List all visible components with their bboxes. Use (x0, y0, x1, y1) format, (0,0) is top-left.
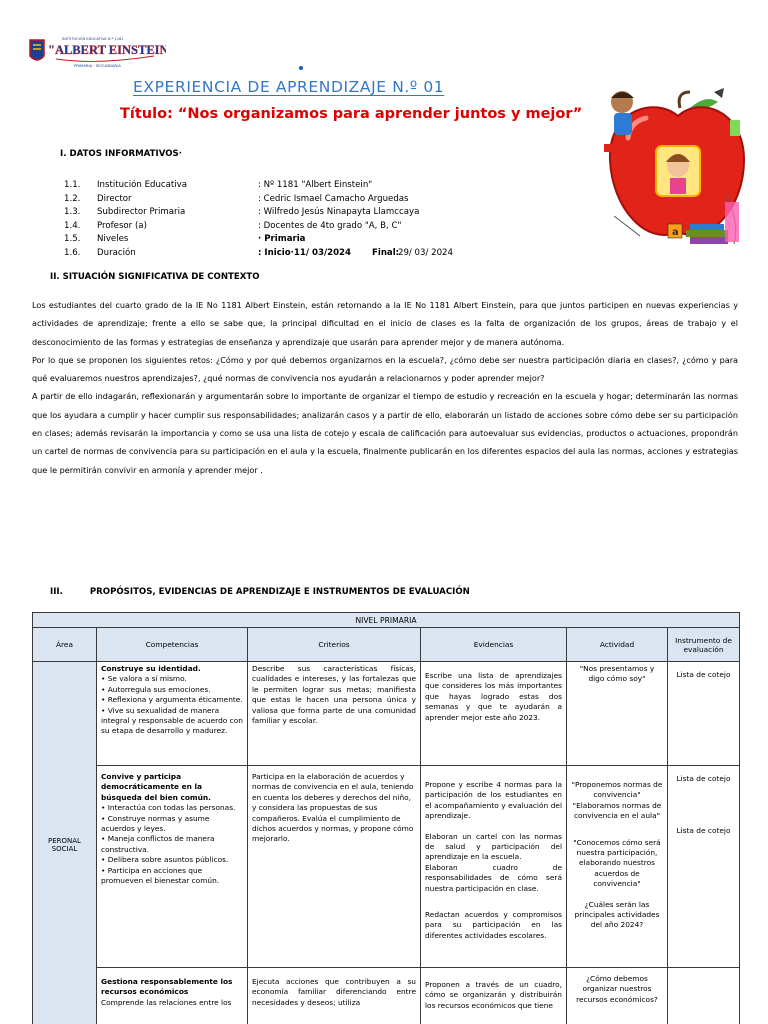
actividad-cell: "Nos presentamos y digo cómo soy" (567, 662, 668, 766)
section-2-heading: II. SITUACIÓN SIGNIFICATIVA DE CONTEXTO (50, 272, 260, 282)
logo-subtext: INSTITUCIÓN EDUCATIVA N.º 1181 (62, 37, 124, 41)
clipart-letter: a (672, 227, 679, 238)
apple-children-clipart (594, 86, 760, 256)
col-header-area: Área (33, 628, 97, 662)
section-1-heading: I. DATOS INFORMATIVOS· (60, 149, 182, 159)
duration-final-label: Final: (372, 247, 400, 258)
info-row: 1.6. Duración : Inicio·11/ 03/2024 Final: 29/ 03/ 2024 (64, 247, 453, 258)
level-header: NIVEL PRIMARIA (33, 613, 740, 628)
info-row: 1.4. Profesor (a) : Docentes de 4to grado "A, B, C" (64, 220, 402, 231)
instrumento-cell: Lista de cotejo Lista de cotejo (668, 766, 740, 968)
context-paragraph: Por lo que se proponen los siguientes retos: ¿Cómo y por qué debemos organizarnos en la escuela?, ¿cómo debe ser nuestra participación diaria en clases?, ¿cómo y para qué evaluaremos nuestros aprendizajes?, ¿qué normas de convivencia nos ayudarán a relacionarnos y poder aprender mejor? (32, 354, 738, 384)
evidencia-cell: Escribe una lista de aprendizajes que consideres los más importantes que hayas logrado estas dos semanas y que te ayudarán a aprender mejor este año 2023. (421, 662, 567, 766)
col-header-competencias: Competencias (97, 628, 248, 662)
context-paragraph: A partir de ello indagarán, reflexionarán y argumentarán sobre lo importante de organizar el tiempo de estudio y recreación en la escuela y hogar; determinarán las normas que los ayudara a cumplir y hacer cumplir sus responsabilidades; analizarán casos y a partir de ello, elaborarán un listado de acciones sobre cómo debe ser su participación en clases; además revisarán la importancia y como se usa una lista de cotejo y escala de calificación para autoevaluar sus evidencias, productos o actuaciones, propondrán un cartel de normas de convivencia para su participación en el aula y la escuela, finalmente publicarán en los diferentes espacios del aula las normas, acciones y estrategias que le permitirán convivir en armonía y aprender mejor . (32, 391, 738, 475)
school-logo (26, 34, 166, 70)
competencia-cell: Convive y participa democráticamente en la búsqueda del bien común. • Interactúa con todas las personas. • Construye normas y asume acuerdos y leyes. • Maneja conflictos de manera constructiva. • Delibera sobre asuntos públicos. • Participa en acciones que promueven el bienestar común. (97, 766, 248, 968)
logo-school-name: "ALBERT EINSTEIN" (48, 43, 166, 57)
document-title: Título: “Nos organizamos para aprender juntos y mejor” (120, 106, 583, 122)
section-3-number: III. (50, 587, 63, 597)
decorative-dot (299, 66, 303, 70)
context-situation (32, 296, 738, 479)
col-header-actividad: Actividad (567, 628, 668, 662)
info-row: 1.5. Niveles · Primaria (64, 234, 306, 244)
evidencia-cell: Propone y escribe 4 normas para la participación de los estudiantes en el acompañamiento y evaluación del aprendizaje. Elaboran un cartel con las normas de salud y participación del aprendizaje en la escuela. Elaboran cuadro de responsabilidades de cómo será nuestra participación en clase. Redactan acuerdos y compromisos para su participación en las diferentes actividades escolares. (421, 766, 567, 968)
col-header-evidencias: Evidencias (421, 628, 567, 662)
section-3-title: PROPÓSITOS, EVIDENCIAS DE APRENDIZAJE E INSTRUMENTOS DE EVALUACIÓN (89, 587, 470, 597)
table-row (33, 662, 740, 766)
area-cell: PERONAL SOCIAL (33, 662, 97, 1024)
informative-data (62, 180, 482, 261)
duration-final-value: 29/ 03/ 2024 (398, 247, 453, 258)
instrumento-cell: Lista de cotejo (668, 662, 740, 766)
instrumento-cell (668, 968, 740, 1024)
col-header-instrumento: Instrumento de evaluación (668, 628, 740, 662)
actividad-cell: ¿Cómo debemos organizar nuestros recursos económicos? (567, 968, 668, 1024)
criterio-cell: Describe sus características físicas, cualidades e intereses, y las fortalezas que le permiten lograr sus metas; manifiesta que estas le hacen una persona única y valiosa que forma parte de una comunidad familiar y escolar. (248, 662, 421, 766)
competencia-cell: Gestiona responsablemente los recursos económicos Comprende las relaciones entre los (97, 968, 248, 1024)
criterio-cell: Participa en la elaboración de acuerdos y normas de convivencia en el aula, teniendo en cuenta los deberes y derechos del niño, y considera las propuestas de sus compañeros. Evalúa el cumplimiento de dichos acuerdos y normas, y propone cómo mejorarlo. (248, 766, 421, 968)
competencia-cell: Construye su identidad. • Se valora a sí mismo. • Autorregula sus emociones. • Reflexiona y argumenta éticamente. • Vive su sexualidad de manera integral y responsable de acuerdo con su etapa de desarrollo y madurez. (97, 662, 248, 766)
info-row: 1.3. Subdirector Primaria : Wilfredo Jesús Ninapayta Llamccaya (64, 207, 420, 217)
table-row (33, 968, 740, 1024)
purposes-table (32, 612, 740, 1024)
section-3-heading (50, 587, 470, 597)
info-row: 1.1. Institución Educativa : Nº 1181 "Albert Einstein" (64, 180, 373, 190)
logo-motto: PRIMARIA · SECUNDARIA (74, 63, 121, 68)
evidencia-cell: Proponen a través de un cuadro, cómo se organizarán y distribuirán los recursos económicos que tiene (421, 968, 567, 1024)
experience-heading: EXPERIENCIA DE APRENDIZAJE N.º 01 (133, 78, 445, 96)
context-paragraph: Los estudiantes del cuarto grado de la IE No 1181 Albert Einstein, están retornando a la IE No 1181 Albert Einstein, para que juntos participen en nuevas experiencias y actividades de aprendizaje; frente a ello se sabe que, la principal dificultad en el inicio de clases es la falta de organización de los grupos, áreas de trabajo y el desconocimiento de las formas y estrategias de enseñanza y aprendizaje que usarán para aprender mejor y de manera autónoma. (32, 300, 738, 347)
criterio-cell: Ejecuta acciones que contribuyen a su economía familiar diferenciando entre necesidades y deseos; utiliza (248, 968, 421, 1024)
table-row (33, 766, 740, 968)
col-header-criterios: Criterios (248, 628, 421, 662)
info-row: 1.2. Director : Cedric Ismael Camacho Arguedas (64, 193, 409, 204)
actividad-cell: "Proponemos normas de convivencia" "Elaboramos normas de convivencia en el aula" "Conocemos cómo será nuestra participación, elaborando nuestros acuerdos de convivencia" ¿Cuáles serán las principales actividades del año 2024? (567, 766, 668, 968)
